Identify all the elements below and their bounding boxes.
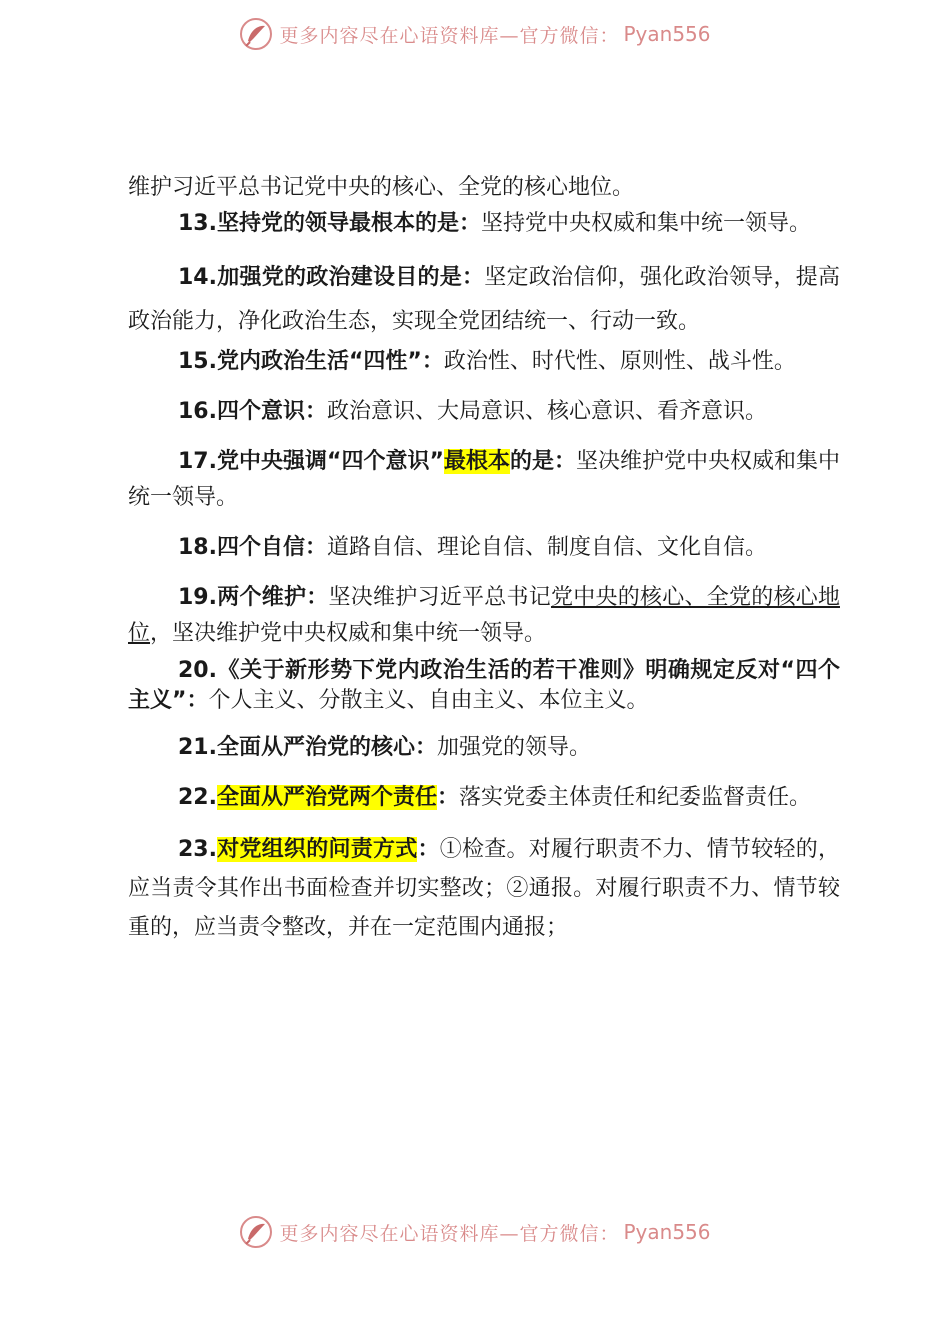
item-23	[128, 830, 840, 947]
header-watermark	[0, 14, 950, 54]
item-23-colon: ：	[417, 837, 440, 862]
item-22-text: 落实党委主体责任和纪委监督责任。	[459, 785, 812, 810]
item-20-label: 20.《关于新形势下党内政治生活的若干准则》明确规定反对“四个主义”：	[128, 658, 840, 713]
item-14-label: 14.加强党的政治建设目的是：	[178, 265, 485, 290]
item-22-num: 22.	[178, 785, 217, 810]
item-19-text-a: 坚决维护习近平总书记	[328, 585, 551, 610]
item-19-text-b: ，坚决维护党中央权威和集中统一领导。	[150, 621, 547, 646]
item-16	[128, 394, 840, 430]
watermark-wechat: Pyan556	[623, 1220, 711, 1244]
item-13-label: 13.坚持党的领导最根本的是：	[178, 211, 481, 236]
item-21-label: 21.全面从严治党的核心：	[178, 735, 437, 760]
item-17	[128, 444, 840, 516]
watermark-text: 更多内容尽在心语资料库—官方微信：	[279, 24, 620, 47]
watermark-wechat: Pyan556	[623, 22, 711, 46]
item-19-label: 19.两个维护：	[178, 585, 329, 610]
item-15-label: 15.党内政治生活“四性”：	[178, 349, 444, 374]
item-13-text: 坚持党中央权威和集中统一领导。	[480, 211, 811, 236]
item-16-label: 16.四个意识：	[178, 399, 327, 424]
item-15	[128, 344, 840, 380]
item-20	[128, 656, 840, 716]
paragraph-continuation: 维护习近平总书记党中央的核心、全党的核心地位。	[128, 175, 635, 200]
item-19	[128, 580, 840, 652]
item-22-colon: ：	[437, 785, 460, 810]
item-13	[128, 206, 840, 242]
item-22	[128, 780, 840, 816]
item-19-underlined: 党中央的核心、全党的核心地位	[128, 585, 840, 646]
item-23-text: ①检查。对履行职责不力、情节较轻的，应当责令其作出书面检查并切实整改；②通报。对履行职责不力、情节较重的，应当责令整改，并在一定范围内通报；	[128, 837, 840, 940]
item-18	[128, 530, 840, 566]
item-18-text: 道路自信、理论自信、制度自信、文化自信。	[326, 535, 767, 560]
item-17-label-b: 的是：	[509, 449, 576, 474]
item-23-num: 23.	[178, 837, 217, 862]
item-20-text: 个人主义、分散主义、自由主义、本位主义。	[208, 688, 649, 713]
item-21-text: 加强党的领导。	[436, 735, 591, 760]
item-17-highlight: 最根本	[443, 449, 510, 474]
logo-icon	[239, 17, 273, 51]
item-21	[128, 730, 840, 766]
item-14	[128, 256, 840, 344]
item-18-label: 18.四个自信：	[178, 535, 327, 560]
item-23-highlight: 对党组织的问责方式	[216, 837, 418, 862]
item-15-text: 政治性、时代性、原则性、战斗性。	[443, 349, 796, 374]
item-17-label-a: 17.党中央强调“四个意识”	[178, 449, 444, 474]
document-body	[128, 170, 840, 947]
item-14-text: 坚定政治信仰，强化政治领导，提高政治能力，净化政治生态，实现全党团结统一、行动一致。	[128, 265, 840, 334]
watermark-text: 更多内容尽在心语资料库—官方微信：	[279, 1222, 620, 1245]
footer-watermark	[0, 1212, 950, 1252]
item-16-text: 政治意识、大局意识、核心意识、看齐意识。	[326, 399, 767, 424]
item-17-text: 坚决维护党中央权威和集中统一领导。	[128, 449, 840, 510]
item-22-highlight: 全面从严治党两个责任	[216, 785, 437, 810]
logo-icon	[239, 1215, 273, 1249]
